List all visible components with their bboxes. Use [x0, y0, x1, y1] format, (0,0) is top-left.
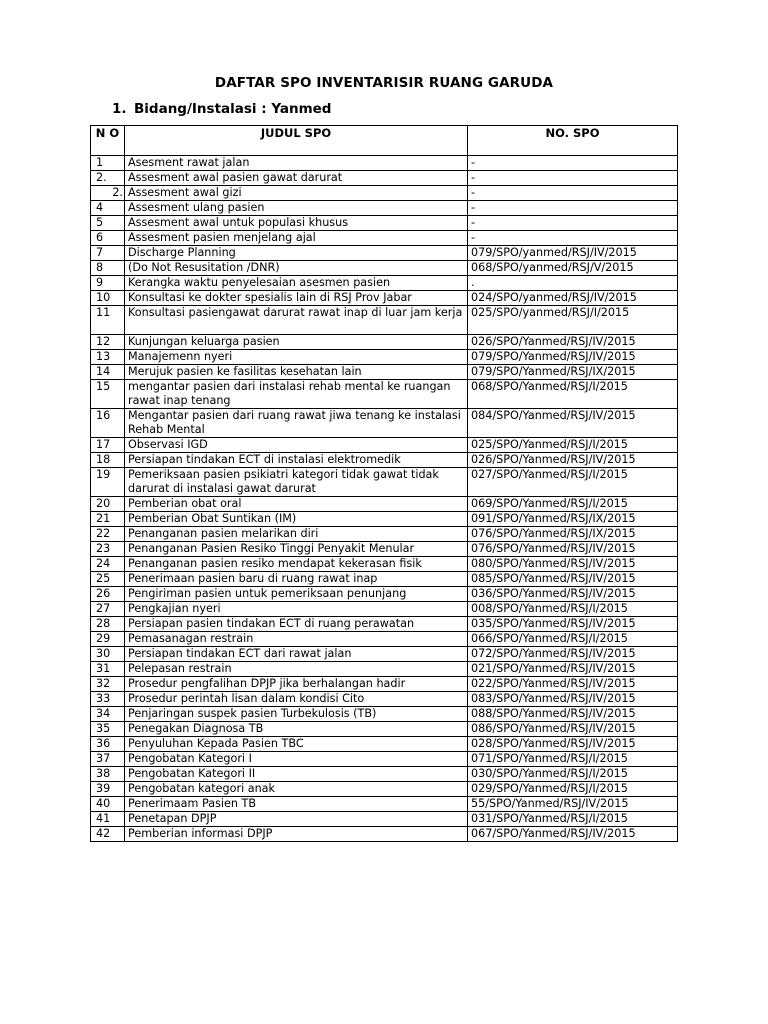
spo-table — [90, 125, 678, 842]
table-row — [91, 216, 678, 231]
row-number-cell: 24 — [91, 557, 125, 572]
row-number-cell: 22 — [91, 527, 125, 542]
row-spo-number-cell: 083/SPO/Yanmed/RSJ/IV/2015 — [468, 692, 678, 707]
row-number-cell: 19 — [91, 468, 125, 497]
row-spo-number-cell: 026/SPO/Yanmed/RSJ/IV/2015 — [468, 453, 678, 468]
row-title-cell: Konsultasi pasiengawat darurat rawat inap di luar jam kerja — [125, 306, 468, 335]
row-number-cell: 31 — [91, 662, 125, 677]
table-row — [91, 827, 678, 842]
table-row — [91, 512, 678, 527]
row-title-cell: Pemberian informasi DPJP — [125, 827, 468, 842]
row-title-cell: Persiapan tindakan ECT di instalasi elektromedik — [125, 453, 468, 468]
row-title-cell: Asesment rawat jalan — [125, 156, 468, 171]
row-number-cell: 36 — [91, 737, 125, 752]
table-row — [91, 632, 678, 647]
table-row — [91, 767, 678, 782]
table-row — [91, 752, 678, 767]
row-spo-number-cell: 021/SPO/Yanmed/RSJ/IV/2015 — [468, 662, 678, 677]
row-title-cell: Penanganan pasien melarikan diri — [125, 527, 468, 542]
row-spo-number-cell: 079/SPO/Yanmed/RSJ/IX/2015 — [468, 365, 678, 380]
header-no: N O — [91, 126, 125, 156]
row-title-cell: Discharge Planning — [125, 246, 468, 261]
row-title-cell: Assesment pasien menjelang ajal — [125, 231, 468, 246]
row-spo-number-cell: - — [468, 186, 678, 201]
section-number: 1. — [112, 101, 127, 117]
row-spo-number-cell: 066/SPO/Yanmed/RSJ/I/2015 — [468, 632, 678, 647]
row-title-cell: Pengobatan Kategori I — [125, 752, 468, 767]
row-spo-number-cell: 031/SPO/Yanmed/RSJ/I/2015 — [468, 812, 678, 827]
table-row — [91, 246, 678, 261]
row-number-cell: 32 — [91, 677, 125, 692]
row-title-cell: Penerimaan pasien baru di ruang rawat inap — [125, 572, 468, 587]
row-spo-number-cell: 086/SPO/Yanmed/RSJ/IV/2015 — [468, 722, 678, 737]
row-number-cell: 18 — [91, 453, 125, 468]
row-title-cell: Pelepasan restrain — [125, 662, 468, 677]
row-spo-number-cell: 085/SPO/Yanmed/RSJ/IV/2015 — [468, 572, 678, 587]
table-row — [91, 587, 678, 602]
row-title-cell: Penegakan Diagnosa TB — [125, 722, 468, 737]
row-number-cell: 28 — [91, 617, 125, 632]
row-title-cell: Pemeriksaan pasien psikiatri kategori tidak gawat tidak darurat di instalasi gawat darurat — [125, 468, 468, 497]
row-spo-number-cell: 026/SPO/Yanmed/RSJ/IV/2015 — [468, 335, 678, 350]
row-title-cell: Pemberian Obat Suntikan (IM) — [125, 512, 468, 527]
table-row — [91, 306, 678, 335]
row-number-cell: 21 — [91, 512, 125, 527]
row-number-cell: 4 — [91, 201, 125, 216]
row-title-cell: Manajemenn nyeri — [125, 350, 468, 365]
row-spo-number-cell: 091/SPO/Yanmed/RSJ/IX/2015 — [468, 512, 678, 527]
table-row — [91, 647, 678, 662]
table-row — [91, 276, 678, 291]
row-spo-number-cell: 024/SPO/yanmed/RSJ/IV/2015 — [468, 291, 678, 306]
row-title-cell: Pengiriman pasien untuk pemeriksaan penunjang — [125, 587, 468, 602]
row-number-cell: 6 — [91, 231, 125, 246]
row-number-cell: 11 — [91, 306, 125, 335]
document-title: DAFTAR SPO INVENTARISIR RUANG GARUDA — [214, 75, 554, 91]
row-title-cell: Mengantar pasien dari ruang rawat jiwa tenang ke instalasi Rehab Mental — [125, 409, 468, 438]
row-title-cell: Assesment awal pasien gawat darurat — [125, 171, 468, 186]
row-spo-number-cell: - — [468, 216, 678, 231]
row-spo-number-cell: 069/SPO/Yanmed/RSJ/I/2015 — [468, 497, 678, 512]
row-spo-number-cell: 028/SPO/Yanmed/RSJ/IV/2015 — [468, 737, 678, 752]
row-spo-number-cell: - — [468, 171, 678, 186]
row-spo-number-cell: 035/SPO/Yanmed/RSJ/IV/2015 — [468, 617, 678, 632]
table-row — [91, 542, 678, 557]
row-spo-number-cell: 076/SPO/Yanmed/RSJ/IX/2015 — [468, 527, 678, 542]
table-row — [91, 572, 678, 587]
row-spo-number-cell: 022/SPO/Yanmed/RSJ/IV/2015 — [468, 677, 678, 692]
section-label: Bidang/Instalasi : Yanmed — [134, 101, 332, 117]
row-title-cell: Persiapan tindakan ECT dari rawat jalan — [125, 647, 468, 662]
row-title-cell: Prosedur perintah lisan dalam kondisi Cito — [125, 692, 468, 707]
row-spo-number-cell: 029/SPO/Yanmed/RSJ/I/2015 — [468, 782, 678, 797]
row-spo-number-cell: 072/SPO/Yanmed/RSJ/IV/2015 — [468, 647, 678, 662]
table-row — [91, 468, 678, 497]
row-spo-number-cell: . — [468, 276, 678, 291]
table-row — [91, 707, 678, 722]
row-title-cell: Penjaringan suspek pasien Turbekulosis (TB) — [125, 707, 468, 722]
table-row — [91, 737, 678, 752]
row-number-cell: 42 — [91, 827, 125, 842]
row-number-cell: 12 — [91, 335, 125, 350]
row-spo-number-cell: 008/SPO/Yanmed/RSJ/I/2015 — [468, 602, 678, 617]
table-row — [91, 722, 678, 737]
row-number-cell: 1 — [91, 156, 125, 171]
table-row — [91, 438, 678, 453]
row-title-cell: mengantar pasien dari instalasi rehab mental ke ruangan rawat inap tenang — [125, 380, 468, 409]
row-spo-number-cell: 067/SPO/Yanmed/RSJ/IV/2015 — [468, 827, 678, 842]
table-row — [91, 171, 678, 186]
table-row — [91, 497, 678, 512]
row-title-cell: Kunjungan keluarga pasien — [125, 335, 468, 350]
row-title-cell: Observasi IGD — [125, 438, 468, 453]
row-number-cell: 13 — [91, 350, 125, 365]
row-title-cell: Persiapan pasien tindakan ECT di ruang perawatan — [125, 617, 468, 632]
table-row — [91, 261, 678, 276]
row-number-cell: 35 — [91, 722, 125, 737]
row-spo-number-cell: 025/SPO/yanmed/RSJ/I/2015 — [468, 306, 678, 335]
row-number-cell: 15 — [91, 380, 125, 409]
table-row — [91, 231, 678, 246]
table-row — [91, 662, 678, 677]
row-title-cell: Pengobatan Kategori II — [125, 767, 468, 782]
table-row — [91, 782, 678, 797]
row-spo-number-cell: 079/SPO/Yanmed/RSJ/IV/2015 — [468, 350, 678, 365]
row-number-cell: 33 — [91, 692, 125, 707]
row-spo-number-cell: 068/SPO/Yanmed/RSJ/I/2015 — [468, 380, 678, 409]
row-spo-number-cell: 079/SPO/yanmed/RSJ/IV/2015 — [468, 246, 678, 261]
table-row — [91, 617, 678, 632]
row-spo-number-cell: 55/SPO/Yanmed/RSJ/IV/2015 — [468, 797, 678, 812]
row-spo-number-cell: 068/SPO/yanmed/RSJ/V/2015 — [468, 261, 678, 276]
row-title-cell: Pemasanagan restrain — [125, 632, 468, 647]
row-number-cell: 37 — [91, 752, 125, 767]
row-number-cell: 27 — [91, 602, 125, 617]
row-spo-number-cell: 036/SPO/Yanmed/RSJ/IV/2015 — [468, 587, 678, 602]
row-number-cell: 20 — [91, 497, 125, 512]
row-number-cell: 16 — [91, 409, 125, 438]
table-row — [91, 557, 678, 572]
row-title-cell: (Do Not Resusitation /DNR) — [125, 261, 468, 276]
row-number-cell: 34 — [91, 707, 125, 722]
row-number-cell: 9 — [91, 276, 125, 291]
row-title-cell: Kerangka waktu penyelesaian asesmen pasien — [125, 276, 468, 291]
row-number-cell: 30 — [91, 647, 125, 662]
table-row — [91, 335, 678, 350]
table-row — [91, 350, 678, 365]
table-header-row — [91, 126, 678, 156]
row-title-cell: Assesment awal untuk populasi khusus — [125, 216, 468, 231]
table-row — [91, 186, 678, 201]
table-row — [91, 527, 678, 542]
row-number-cell: 2. — [91, 186, 125, 201]
row-number-cell: 2. — [91, 171, 125, 186]
table-row — [91, 677, 678, 692]
row-title-cell: Penanganan Pasien Resiko Tinggi Penyakit Menular — [125, 542, 468, 557]
row-spo-number-cell: 084/SPO/Yanmed/RSJ/IV/2015 — [468, 409, 678, 438]
row-number-cell: 41 — [91, 812, 125, 827]
row-spo-number-cell: 027/SPO/Yanmed/RSJ/I/2015 — [468, 468, 678, 497]
row-spo-number-cell: 025/SPO/Yanmed/RSJ/I/2015 — [468, 438, 678, 453]
row-number-cell: 23 — [91, 542, 125, 557]
row-title-cell: Konsultasi ke dokter spesialis lain di RSJ Prov Jabar — [125, 291, 468, 306]
row-title-cell: Pengobatan kategori anak — [125, 782, 468, 797]
row-title-cell: Assesment awal gizi — [125, 186, 468, 201]
row-number-cell: 17 — [91, 438, 125, 453]
row-title-cell: Penerimaam Pasien TB — [125, 797, 468, 812]
table-row — [91, 365, 678, 380]
table-row — [91, 797, 678, 812]
row-title-cell: Penanganan pasien resiko mendapat kekerasan fisik — [125, 557, 468, 572]
row-number-cell: 39 — [91, 782, 125, 797]
table-row — [91, 380, 678, 409]
row-spo-number-cell: 076/SPO/Yanmed/RSJ/IV/2015 — [468, 542, 678, 557]
table-row — [91, 692, 678, 707]
row-spo-number-cell: 030/SPO/Yanmed/RSJ/I/2015 — [468, 767, 678, 782]
header-no-spo: NO. SPO — [468, 126, 678, 156]
table-row — [91, 453, 678, 468]
row-spo-number-cell: - — [468, 156, 678, 171]
row-title-cell: Penyuluhan Kepada Pasien TBC — [125, 737, 468, 752]
row-spo-number-cell: - — [468, 231, 678, 246]
row-title-cell: Prosedur pengfalihan DPJP jika berhalangan hadir — [125, 677, 468, 692]
row-title-cell: Penetapan DPJP — [125, 812, 468, 827]
row-number-cell: 14 — [91, 365, 125, 380]
row-spo-number-cell: 071/SPO/Yanmed/RSJ/I/2015 — [468, 752, 678, 767]
row-spo-number-cell: 080/SPO/Yanmed/RSJ/IV/2015 — [468, 557, 678, 572]
row-number-cell: 38 — [91, 767, 125, 782]
row-number-cell: 29 — [91, 632, 125, 647]
row-number-cell: 25 — [91, 572, 125, 587]
table-row — [91, 201, 678, 216]
row-spo-number-cell: - — [468, 201, 678, 216]
row-title-cell: Pemberian obat oral — [125, 497, 468, 512]
table-row — [91, 812, 678, 827]
table-row — [91, 409, 678, 438]
row-number-cell: 40 — [91, 797, 125, 812]
row-number-cell: 7 — [91, 246, 125, 261]
table-row — [91, 291, 678, 306]
row-number-cell: 26 — [91, 587, 125, 602]
row-spo-number-cell: 088/SPO/Yanmed/RSJ/IV/2015 — [468, 707, 678, 722]
row-number-cell: 5 — [91, 216, 125, 231]
row-number-cell: 10 — [91, 291, 125, 306]
table-row — [91, 156, 678, 171]
table-body — [91, 156, 678, 842]
section-heading — [112, 101, 331, 117]
header-judul-spo: JUDUL SPO — [125, 126, 468, 156]
table-row — [91, 602, 678, 617]
row-title-cell: Merujuk pasien ke fasilitas kesehatan lain — [125, 365, 468, 380]
row-number-cell: 8 — [91, 261, 125, 276]
row-title-cell: Pengkajian nyeri — [125, 602, 468, 617]
row-title-cell: Assesment ulang pasien — [125, 201, 468, 216]
